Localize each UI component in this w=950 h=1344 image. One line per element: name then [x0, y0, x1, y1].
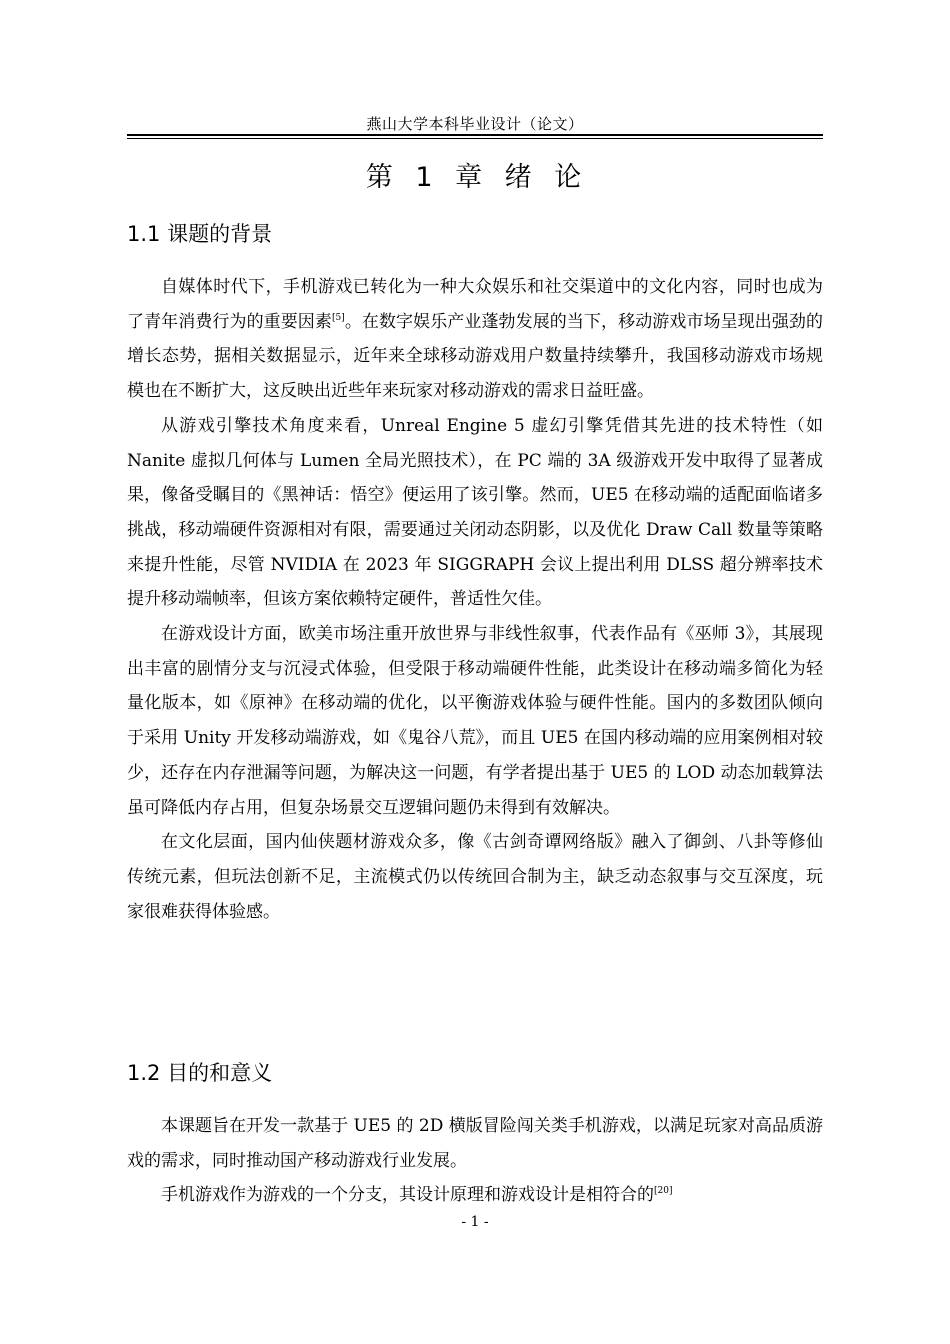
paragraph: 从游戏引擎技术角度来看，Unreal Engine 5 虚幻引擎凭借其先进的技术特性（如 Nanite 虚拟几何体与 Lumen 全局光照技术），在 PC 端的 3A 级游戏开发中取得了显著成果，像备受瞩目的《黑神话：悟空》便运用了该引擎。然而，UE5 在移动端的适配面临诸多挑战，移动端硬件资源相对有限，需要通过关闭动态阴影，以及优化 Draw Call 数量等策略来提升性能，尽管 NVIDIA 在 2023 年 SIGGRAPH 会议上提出利用 DLSS 超分辨率技术提升移动端帧率，但该方案依赖特定硬件，普适性欠佳。	[127, 415, 823, 610]
paragraph: 在游戏设计方面，欧美市场注重开放世界与非线性叙事，代表作品有《巫师 3》，其展现出丰富的剧情分支与沉浸式体验，但受限于移动端硬件性能，此类设计在移动端多简化为轻量化版本，如《原神》在移动端的优化，以平衡游戏体验与硬件性能。国内的多数团队倾向于采用 Unity 开发移动端游戏，如《鬼谷八荒》，而且 UE5 在国内移动端的应用案例相对较少，还存在内存泄漏等问题，为解决这一问题，有学者提出基于 UE5 的 LOD 动态加载算法虽可降低内存占用，但复杂场景交互逻辑问题仍未得到有效解决。	[127, 624, 823, 818]
page-number: - 1 -	[461, 1214, 489, 1230]
paragraph-text: 手机游戏作为游戏的一个分支，其设计原理和游戏设计是相符合的	[161, 1185, 654, 1206]
paragraph	[127, 1178, 823, 1213]
paragraph: 在文化层面，国内仙侠题材游戏众多，像《古剑奇谭网络版》融入了御剑、八卦等修仙传统元素，但玩法创新不足，主流模式仍以传统回合制为主，缺乏动态叙事与交互深度，玩家很难获得体验感。	[127, 832, 823, 922]
section-body-1-1	[127, 270, 823, 929]
header-rule	[127, 134, 823, 139]
paragraph	[127, 270, 823, 409]
running-header: 燕山大学本科毕业设计（论文）	[366, 115, 584, 133]
paragraph-text: 自媒体时代下，手机游戏已转化为一种大众娱乐和社交渠道中的文化内容，同时也成为了青年消费行为的重要因素	[127, 277, 823, 332]
paragraph-text: 。在数字娱乐产业蓬勃发展的当下，移动游戏市场呈现出强劲的增长态势，据相关数据显示，近年来全球移动游戏用户数量持续攀升，我国移动游戏市场规模也在不断扩大，这反映出近些年来玩家对移动游戏的需求日益旺盛。	[127, 311, 824, 402]
section-heading-1-2: 1.2 目的和意义	[127, 1061, 273, 1085]
section-heading-1-1: 1.1 课题的背景	[127, 222, 273, 246]
paragraph: 本课题旨在开发一款基于 UE5 的 2D 横版冒险闯关类手机游戏，以满足玩家对高品质游戏的需求，同时推动国产移动游戏行业发展。	[127, 1116, 823, 1171]
chapter-title: 第 1 章 绪 论	[365, 162, 585, 193]
citation: [20]	[654, 1186, 673, 1197]
section-body-1-2	[127, 1109, 823, 1213]
citation: [5]	[331, 312, 345, 323]
